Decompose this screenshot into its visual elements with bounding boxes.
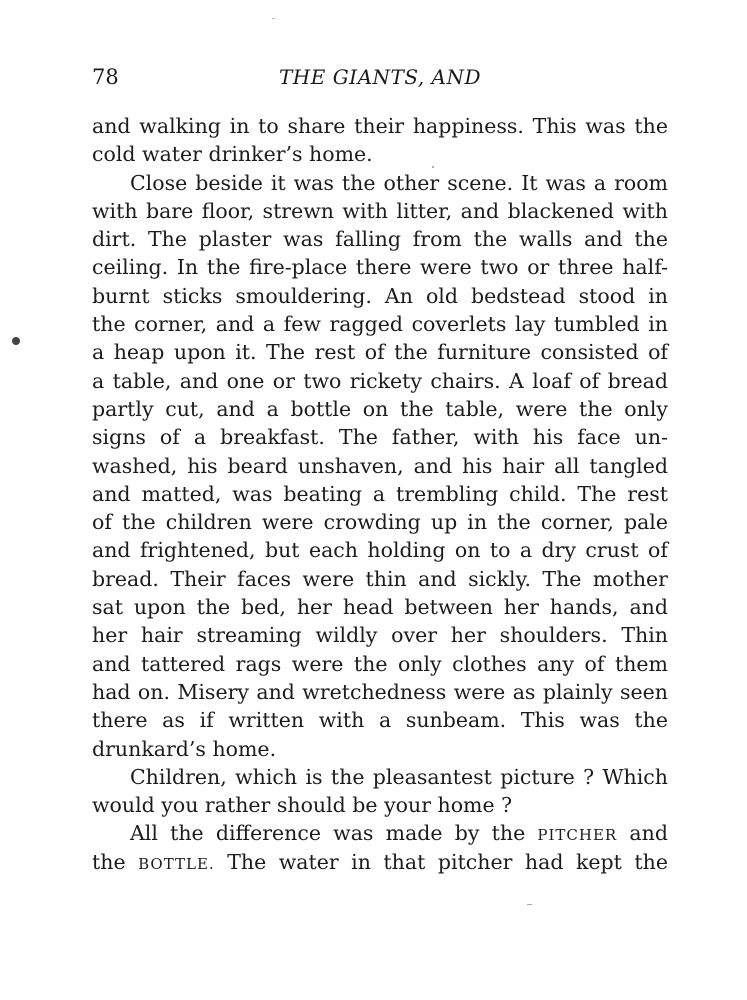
text-line: washed, his beard unshaven, and his hair all tangled bbox=[92, 453, 668, 478]
print-speck bbox=[12, 337, 20, 345]
text-line: there as if written with a sunbeam. This was the bbox=[92, 708, 668, 733]
text-line: a table, and one or two rickety chairs. A loaf of bread bbox=[92, 368, 668, 393]
text-line: and tattered rags were the only clothes any of them bbox=[92, 651, 668, 676]
text-line: cold water drinker’s home. bbox=[92, 142, 373, 167]
text-fragment: All the difference was made by the bbox=[130, 821, 526, 846]
text-line: bread. Their faces were thin and sickly. The mother bbox=[92, 566, 668, 591]
text-line: partly cut, and a bottle on the table, were the only bbox=[92, 396, 668, 421]
text-line: the corner, and a few ragged coverlets lay tumbled in bbox=[92, 312, 668, 337]
text-line: would you rather should be your home ? bbox=[92, 793, 513, 818]
text-line: drunkard’s home. bbox=[92, 736, 277, 761]
text-fragment: the bbox=[92, 849, 126, 874]
text-line: had on. Misery and wretchedness were as plainly seen bbox=[92, 679, 668, 704]
print-speck bbox=[527, 904, 532, 905]
running-title: THE GIANTS, AND bbox=[278, 65, 482, 89]
text-line: her hair streaming wildly over her shoulders. Thin bbox=[92, 623, 668, 648]
print-speck bbox=[432, 166, 434, 168]
print-speck bbox=[272, 18, 275, 19]
small-caps-word-pitcher: PITCHER bbox=[537, 826, 618, 845]
body-text bbox=[92, 112, 668, 876]
page-number: 78 bbox=[92, 65, 119, 89]
text-line: signs of a breakfast. The father, with his face un- bbox=[92, 425, 668, 450]
text-line: and walking in to share their happiness. This was the bbox=[92, 114, 668, 138]
text-line: dirt. The plaster was falling from the walls and the bbox=[92, 227, 668, 252]
paragraph-start-line bbox=[92, 819, 668, 847]
text-fragment: The water in that pitcher had kept the bbox=[227, 849, 668, 874]
small-caps-word-bottle: BOTTLE. bbox=[138, 854, 215, 873]
text-line: burnt sticks smouldering. An old bedstead stood in bbox=[92, 283, 668, 308]
text-line: ceiling. In the fire-place there were two or three half- bbox=[92, 255, 668, 280]
text-fragment: and bbox=[629, 821, 668, 846]
text-line: sat upon the bed, her head between her hands, and bbox=[92, 595, 668, 620]
text-line: with bare floor, strewn with litter, and blackened with bbox=[92, 198, 668, 223]
paragraph-start-line: Children, which is the pleasantest picture ? Which bbox=[130, 764, 668, 789]
paragraph-start-line: Close beside it was the other scene. It was a room bbox=[130, 170, 668, 195]
text-line: a heap upon it. The rest of the furniture consisted of bbox=[92, 340, 668, 365]
text-line bbox=[92, 848, 668, 876]
text-line: and matted, was beating a trembling child. The rest bbox=[92, 481, 668, 506]
text-line: and frightened, but each holding on to a dry crust of bbox=[92, 538, 668, 563]
text-line: of the children were crowding up in the corner, pale bbox=[92, 510, 668, 535]
page-header bbox=[92, 63, 668, 91]
